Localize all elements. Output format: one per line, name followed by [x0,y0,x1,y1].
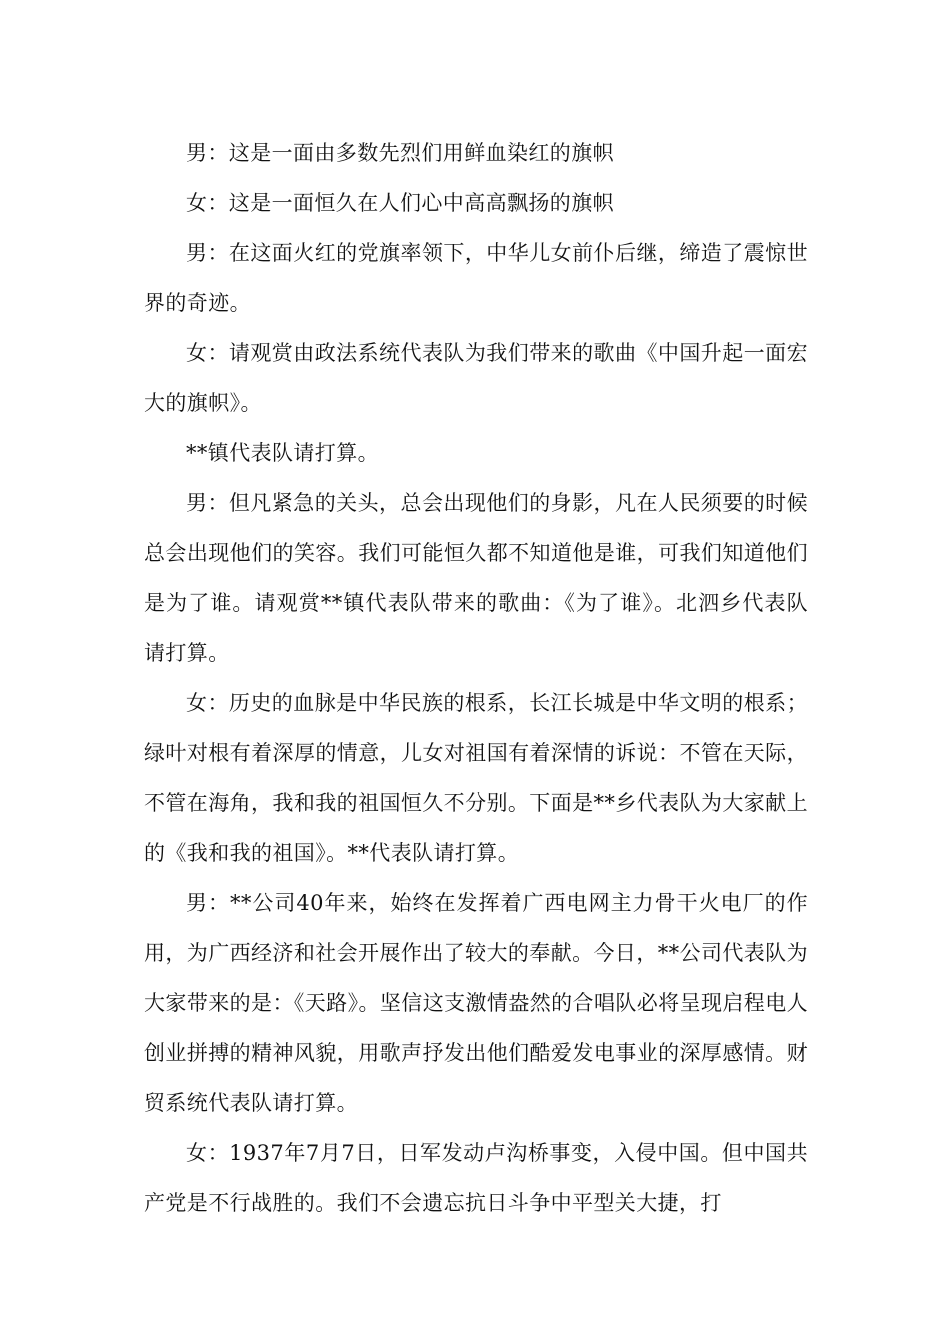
document-body [144,128,808,1228]
paragraph-4: 女：请观赏由政法系统代表队为我们带来的歌曲《中国升起一面宏大的旗帜》。 [144,341,808,415]
paragraph-9: 女：1937年7月7日，日军发动卢沟桥事变，入侵中国。但中国共产党是不行战胜的。我们不会遗忘抗日斗争中平型关大捷，打 [144,1141,808,1215]
paragraph-1: 男：这是一面由多数先烈们用鲜血染红的旗帜 [186,141,614,165]
paragraph-5: **镇代表队请打算。 [186,441,379,465]
paragraph-2: 女：这是一面恒久在人们心中高高飘扬的旗帜 [186,191,614,215]
paragraph-3: 男：在这面火红的党旗率领下，中华儿女前仆后继，缔造了震惊世界的奇迹。 [144,241,808,315]
paragraph-6: 男：但凡紧急的关头，总会出现他们的身影，凡在人民须要的时候总会出现他们的笑容。我们可能恒久都不知道他是谁，可我们知道他们是为了谁。请观赏**镇代表队带来的歌曲：《为了谁》。北泗乡代表队请打算。 [144,491,808,665]
paragraph-8: 男：**公司40年来，始终在发挥着广西电网主力骨干火电厂的作用，为广西经济和社会开展作出了较大的奉献。今日，**公司代表队为大家带来的是：《天路》。坚信这支激情盎然的合唱队必将呈现启程电人创业拼搏的精神风貌，用歌声抒发出他们酷爱发电事业的深厚感情。财贸系统代表队请打算。 [144,891,808,1115]
paragraph-7: 女：历史的血脉是中华民族的根系，长江长城是中华文明的根系；绿叶对根有着深厚的情意，儿女对祖国有着深情的诉说：不管在天际，不管在海角，我和我的祖国恒久不分别。下面是**乡代表队为大家献上的《我和我的祖国》。**代表队请打算。 [144,691,808,865]
